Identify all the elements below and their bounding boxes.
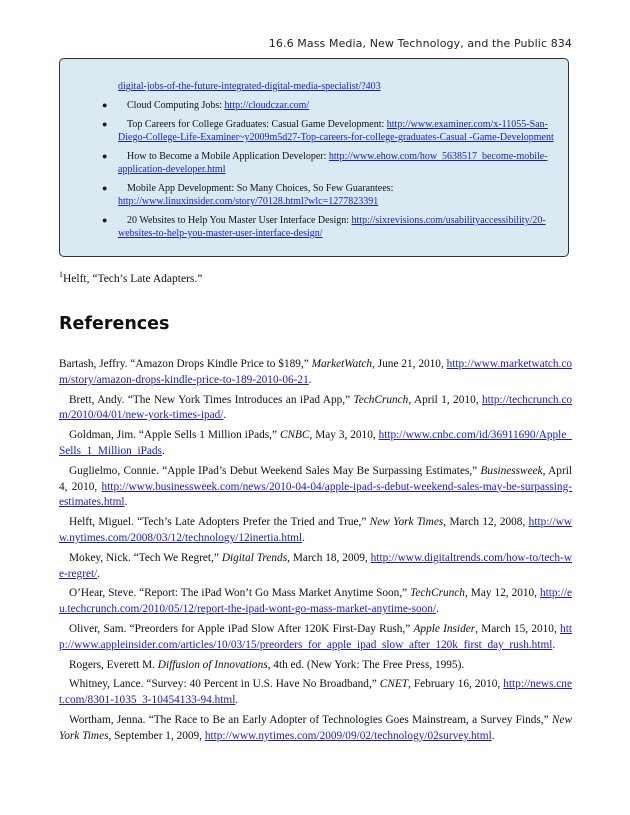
resource-link[interactable]: http://www.ehow.com/how_5638517_become-mobile-application-developer.html [118, 151, 548, 175]
reference-entry [59, 622, 572, 654]
bullet-icon: ● [102, 183, 108, 193]
reference-link[interactable]: http://www.appleinsider.com/articles/10/03/15/preorders_for_apple_ipad_slow_after_120k_first_day_rush.html [59, 622, 572, 651]
reference-entry [59, 586, 572, 618]
reference-source: Apple Insider [413, 622, 476, 635]
reference-entry [59, 515, 572, 547]
reference-text: Rogers, Everett M. [69, 658, 158, 671]
reference-text: . [436, 603, 439, 616]
reference-link[interactable]: http://news.cnet.com/8301-1035_3-10454133-94.html [59, 678, 572, 707]
reference-text: Whitney, Lance. “Survey: 40 Percent in U.S. Have No Broadband,” [69, 678, 380, 691]
reference-text: Wortham, Jenna. “The Race to Be an Early Adopter of Technologies Goes Mainstream, a Survey Finds,” [69, 713, 552, 726]
reference-text: , March 15, 2010, [475, 622, 561, 635]
reference-source: New York Times [369, 516, 444, 529]
reference-source: MarketWatch [311, 358, 373, 370]
reference-text: Oliver, Sam. “Preorders for Apple iPad Slow After 120K First-Day Rush,” [69, 622, 414, 635]
reference-entry [59, 428, 572, 460]
reference-entry [59, 677, 572, 709]
references-heading: References [59, 314, 170, 334]
reference-entry [59, 658, 572, 674]
reference-text: . [308, 373, 312, 386]
reference-entry [59, 393, 572, 425]
links-box [59, 58, 569, 257]
list-item [102, 118, 560, 144]
reference-text: . [97, 567, 101, 580]
reference-text: Helft, Miguel. “Tech’s Late Adopters Prefer the Tried and True,” [69, 516, 370, 529]
reference-entry [59, 713, 572, 745]
list-item [102, 182, 560, 208]
continued-link[interactable]: digital-jobs-of-the-future-integrated-digital-media-specialist/?403 [118, 81, 381, 92]
reference-text: , March 18, 2009, [287, 551, 371, 564]
reference-text: . [161, 444, 165, 457]
reference-link[interactable]: http://www.nytimes.com/2008/03/12/technology/12inertia.html [59, 516, 572, 544]
reference-text: . [491, 729, 495, 742]
link-label: How to Become a Mobile Application Developer: [127, 151, 329, 162]
reference-entry [59, 464, 572, 511]
reference-text: . [223, 409, 227, 422]
reference-entry [59, 357, 572, 389]
reference-text: . [302, 531, 305, 544]
reference-link[interactable]: http://www.businessweek.com/news/2010-04-04/apple-ipad-s-debut-weekend-sales-may-be-surpassing-estimates.html [59, 480, 572, 509]
reference-text: , March 12, 2008, [443, 516, 529, 529]
reference-source: TechCrunch [353, 393, 409, 406]
reference-text: . [552, 638, 556, 651]
resource-link[interactable]: http://cloudczar.com/ [224, 100, 310, 111]
reference-link[interactable]: http://techcrunch.com/2010/04/01/new-york-times-ipad/ [59, 393, 572, 422]
reference-link[interactable]: http://www.cnbc.com/id/36911690/Apple_Sells_1_Million_iPads [59, 429, 572, 457]
reference-source: Businessweek [480, 464, 543, 477]
reference-text: , February 16, 2010, [408, 678, 504, 691]
resource-link[interactable]: http://www.linuxinsider.com/story/70128.html?wlc=1277823391 [118, 196, 379, 207]
reference-link[interactable]: http://eu.techcrunch.com/2010/05/12/report-the-ipad-wont-go-mass-market-anytime-soon/ [59, 587, 572, 616]
reference-text: , June 21, 2010, [372, 358, 447, 370]
footnote-number: 1 [59, 270, 63, 279]
reference-text: , May 3, 2010, [309, 429, 379, 442]
reference-source: New York Times [59, 713, 572, 742]
reference-text: , 4th ed. (New York: The Free Press, 1995). [267, 658, 465, 671]
list-item [102, 99, 560, 112]
reference-entry [59, 551, 572, 583]
reference-text: O’Hear, Steve. “Report: The iPad Won’t Go Mass Market Anytime Soon,” [69, 587, 411, 600]
bullet-icon: ● [102, 151, 108, 161]
reference-source: CNBC [279, 429, 310, 442]
links-box-content [102, 80, 560, 240]
link-label: 20 Websites to Help You Master User Interface Design: [127, 215, 352, 226]
link-label: Mobile App Development: So Many Choices, So Few Guarantees: [127, 183, 394, 194]
reference-link[interactable]: http://www.digitaltrends.com/how-to/tech-we-regret/ [59, 551, 572, 580]
bullet-icon: ● [102, 215, 108, 225]
resource-link[interactable]: http://sixrevisions.com/usabilityaccessibility/20-websites-to-help-you-master-user-interface-design/ [118, 215, 546, 239]
reference-text: , September 1, 2009, [108, 729, 205, 742]
reference-text: Mokey, Nick. “Tech We Regret,” [69, 551, 222, 564]
reference-link[interactable]: http://www.nytimes.com/2009/09/02/technology/02survey.html [204, 729, 492, 742]
reference-link[interactable]: http://www.marketwatch.com/story/amazon-drops-kindle-price-to-189-2010-06-21 [59, 358, 573, 386]
list-item [102, 214, 560, 240]
bullet-icon: ● [102, 100, 108, 110]
reference-text: . [235, 694, 239, 707]
footnote [59, 270, 202, 285]
reference-source: Digital Trends [221, 551, 288, 564]
reference-text: Guglielmo, Connie. “Apple IPad’s Debut Weekend Sales May Be Surpassing Estimates,” [69, 464, 481, 477]
reference-text: , May 12, 2010, [464, 587, 540, 600]
reference-text: , April 4, 2010, [59, 464, 572, 493]
link-label: Cloud Computing Jobs: [127, 100, 225, 111]
footnote-text: Helft, “Tech’s Late Adapters.” [63, 273, 203, 285]
list-item [102, 150, 560, 176]
reference-source: CNET [379, 678, 409, 691]
running-head: 16.6 Mass Media, New Technology, and the Public 834 [268, 37, 572, 50]
references-list [59, 357, 572, 749]
resource-link[interactable]: http://www.examiner.com/x-11055-San-Diego-College-Life-Examiner~y2009m5d27-Top-careers-for-college-graduates-Casual -Game-Development [118, 119, 554, 143]
reference-text: , April 1, 2010, [408, 393, 482, 406]
reference-source: TechCrunch [410, 587, 465, 600]
reference-text: Brett, Andy. “The New York Times Introduces an iPad App,” [69, 393, 354, 406]
reference-text: . [124, 496, 128, 509]
reference-source: Diffusion of Innovations [157, 658, 268, 671]
link-label: Top Careers for College Graduates: Casual Game Development: [127, 119, 387, 130]
reference-text: Goldman, Jim. “Apple Sells 1 Million iPads,” [69, 429, 280, 442]
bullet-icon: ● [102, 119, 108, 129]
reference-text: Bartash, Jeffry. “Amazon Drops Kindle Price to $189,” [59, 358, 312, 370]
